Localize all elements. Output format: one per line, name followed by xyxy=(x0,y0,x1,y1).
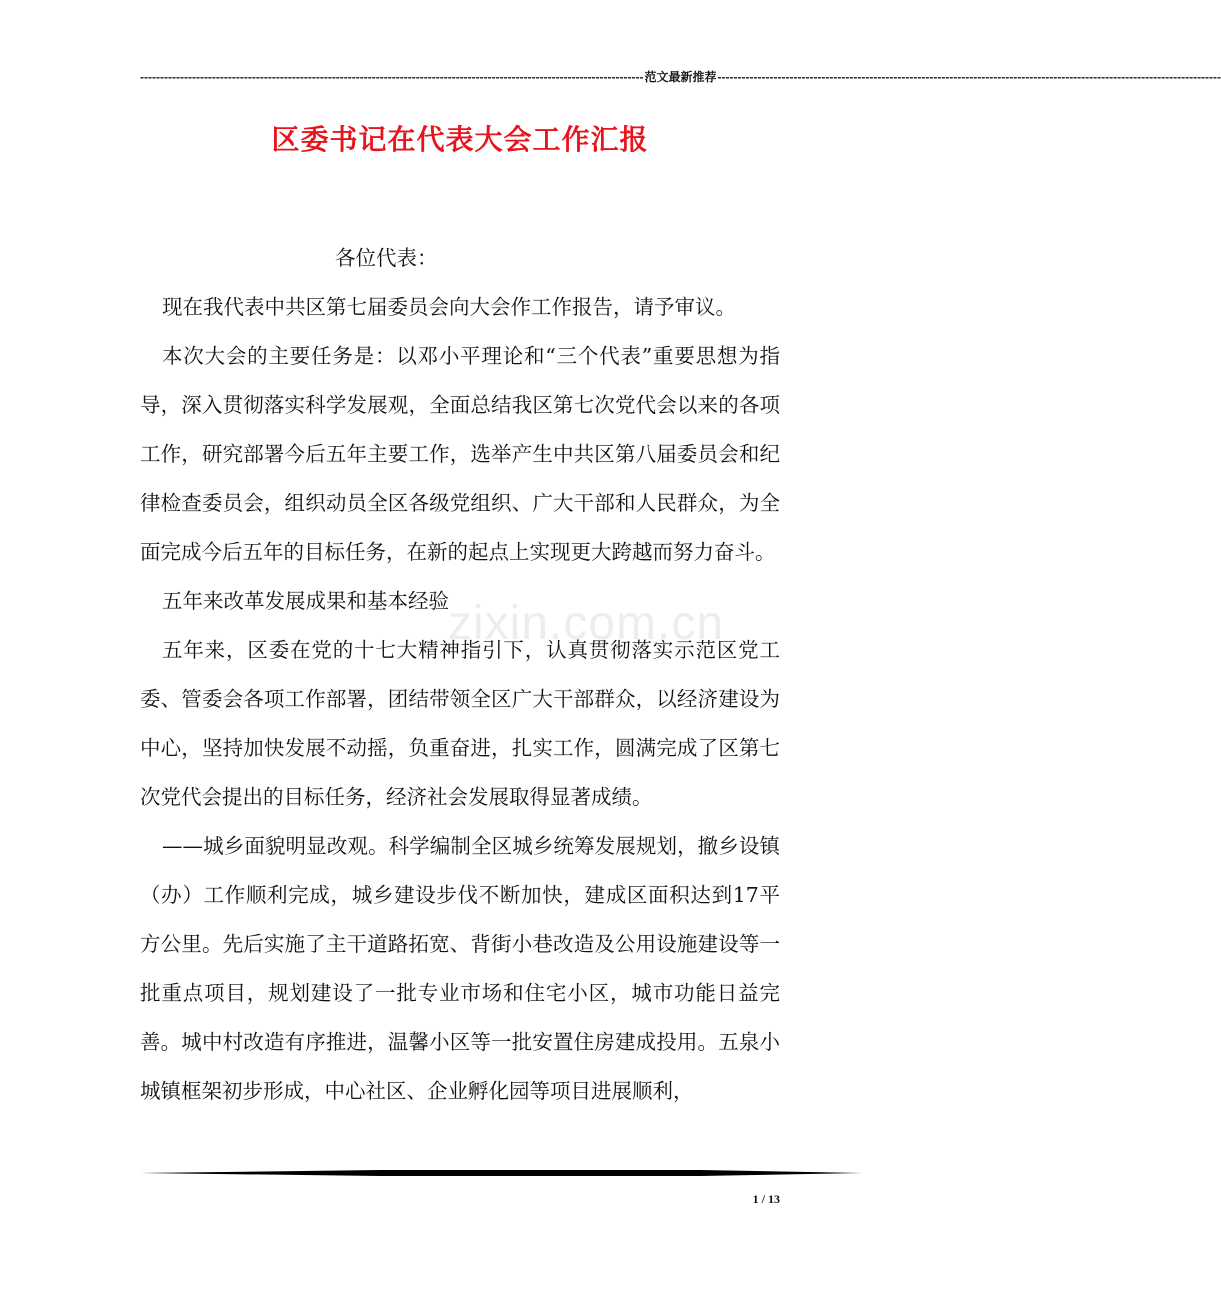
section-heading: 五年来改革发展成果和基本经验 xyxy=(162,589,449,613)
header-dashes-left: ------------------------------------------------------------------------------------------------------------------------------ xyxy=(140,70,644,84)
footer-rule xyxy=(140,1168,862,1178)
paragraph: 本次大会的主要任务是：以邓小平理论和“三个代表”重要思想为指导，深入贯彻落实科学发展观，全面总结我区第七次党代会以来的各项工作，研究部署今后五年主要工作，选举产生中共区第八届委员会和纪律检查委员会，组织动员全区各级党组织、广大干部和人民群众，为全面完成今后五年的目标任务，在新的起点上实现更大跨越而努力奋斗。 xyxy=(140,344,780,564)
header-label: 范文最新推荐 xyxy=(644,70,717,84)
document-body xyxy=(140,234,780,1116)
watermark-text: zixin.com.cn xyxy=(448,597,725,650)
paragraph: 现在我代表中共区第七届委员会向大会作工作报告，请予审议。 xyxy=(162,295,736,319)
paragraph: ——城乡面貌明显改观。科学编制全区城乡统筹发展规划，撤乡设镇（办）工作顺利完成，城乡建设步伐不断加快，建成区面积达到17平方公里。先后实施了主干道路拓宽、背街小巷改造及公用设施建设等一批重点项目，规划建设了一批专业市场和住宅小区，城市功能日益完善。城中村改造有序推进，温馨小区等一批安置住房建成投用。五泉小城镇框架初步形成，中心社区、企业孵化园等项目进展顺利， xyxy=(140,834,780,1103)
document-title: 区委书记在代表大会工作汇报 xyxy=(271,123,649,156)
paragraph: 五年来，区委在党的十七大精神指引下，认真贯彻落实示范区党工委、管委会各项工作部署，团结带领全区广大干部群众，以经济建设为中心，坚持加快发展不动摇，负重奋进，扎实工作，圆满完成了区第七次党代会提出的目标任务，经济社会发展取得显著成绩。 xyxy=(140,638,780,809)
page-header xyxy=(140,66,1221,88)
header-dashes-right: ------------------------------------------------------------------------------------------------------------------------------ xyxy=(717,70,1221,84)
salutation: 各位代表： xyxy=(335,246,438,270)
page-number: 1 / 13 xyxy=(752,1192,780,1206)
